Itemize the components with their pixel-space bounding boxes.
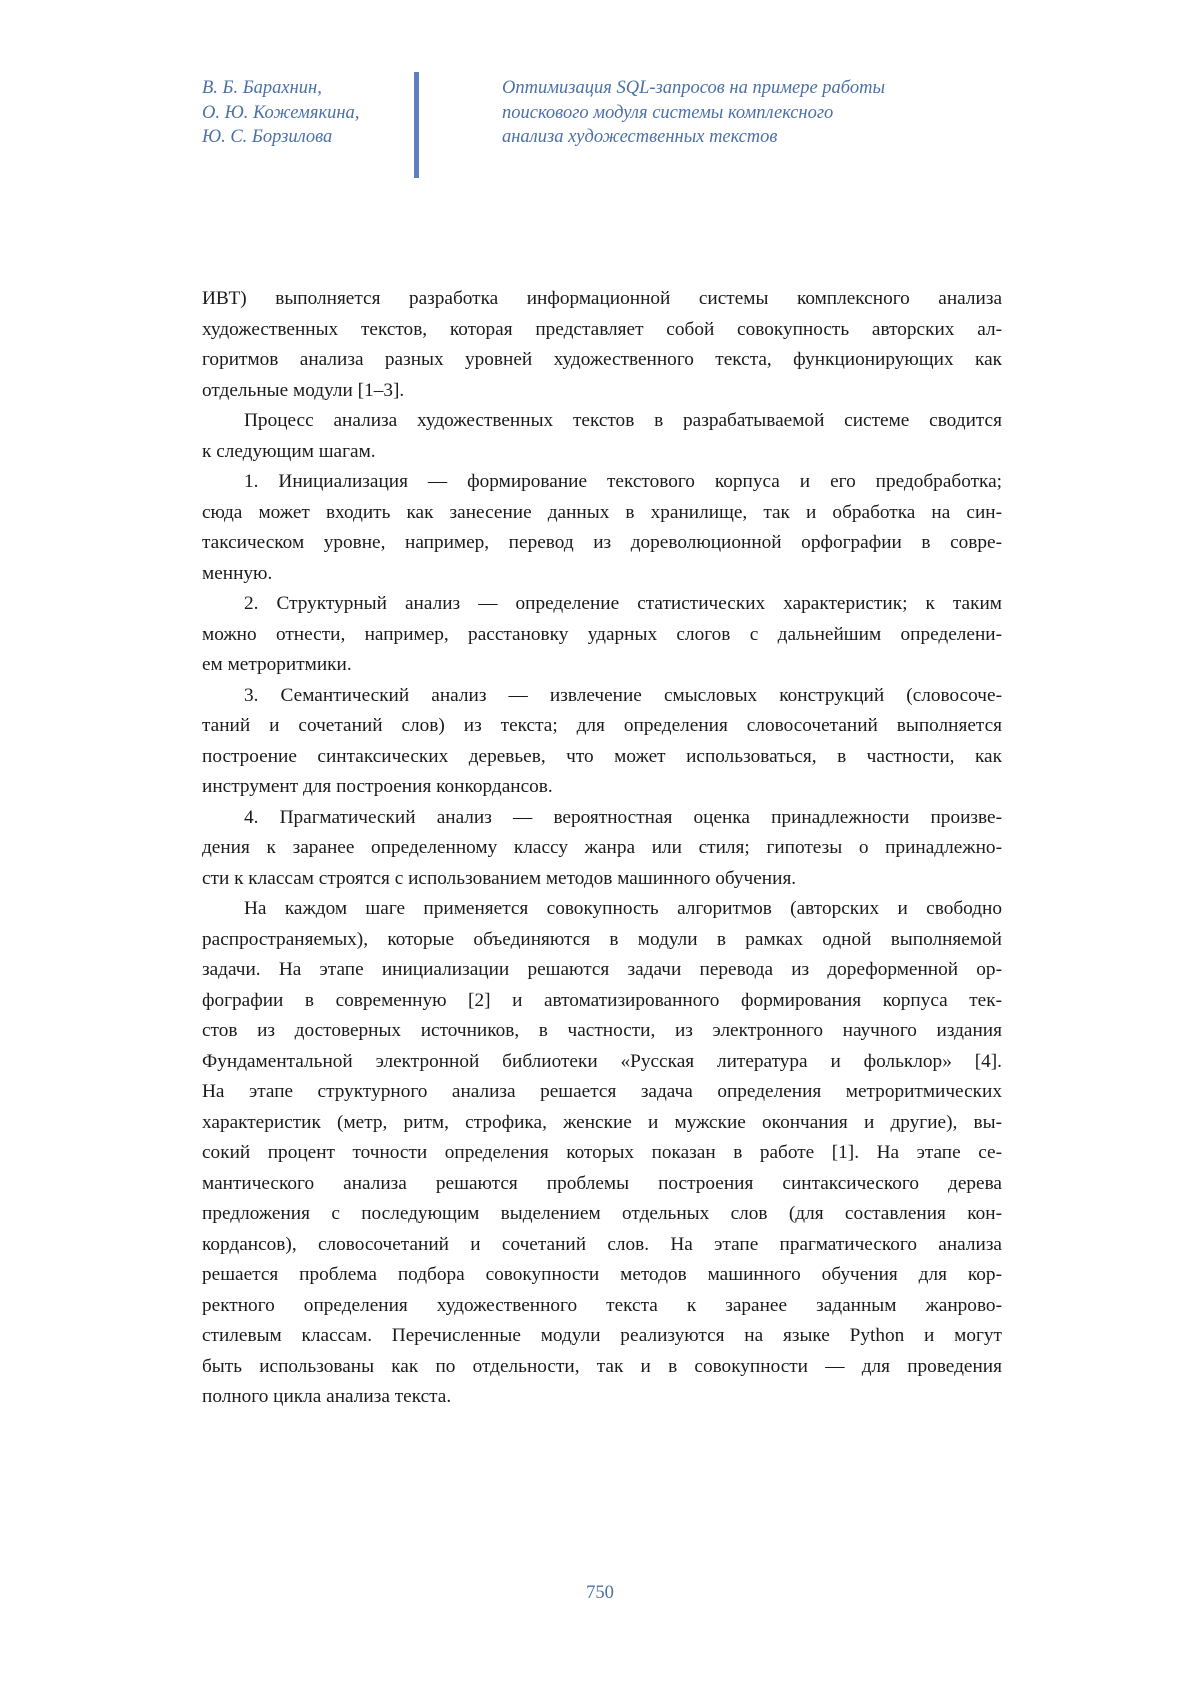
text-line: ректного определения художественного текста к заранее заданным жанрово- [202, 1294, 1002, 1316]
authors [202, 76, 402, 150]
running-header [202, 76, 1002, 180]
text-line: кордансов), словосочетаний и сочетаний слов. На этапе прагматического анализа [202, 1233, 1002, 1255]
text-line: горитмов анализа разных уровней художественного текста, функционирующих как [202, 349, 1002, 370]
text-line: ем метроритмики. [202, 654, 352, 675]
text-line: характеристик (метр, ритм, строфика, женские и мужские окончания и другие), вы- [202, 1111, 1002, 1133]
text-line: сти к классам строятся с использованием методов машинного обучения. [202, 867, 797, 889]
text-line: стилевым классам. Перечисленные модули реализуются на языке Python и могут [202, 1325, 1002, 1346]
article-title [502, 76, 982, 150]
text-line: таний и сочетаний слов) из текста; для определения словосочетаний выполняется [202, 715, 1002, 736]
title-line: анализа художественных текстов [502, 127, 778, 147]
text-line: отдельные модули [1–3]. [202, 379, 405, 401]
text-line: полного цикла анализа текста. [202, 1386, 452, 1407]
text-line: решается проблема подбора совокупности методов машинного обучения для кор- [202, 1264, 1002, 1285]
text-line: сокий процент точности определения которых показан в работе [1]. На этапе се- [202, 1142, 1002, 1163]
text-line: 1. Инициализация — формирование текстового корпуса и его предобработка; [244, 471, 1002, 492]
text-line: таксическом уровне, например, перевод из дореволюционной орфографии в совре- [202, 532, 1002, 553]
author-line: В. Б. Барахнин, [202, 78, 322, 98]
text-line: На этапе структурного анализа решается задача определения метроритмических [202, 1081, 1002, 1102]
text-line: Фундаментальной электронной библиотеки «Русская литература и фольклор» [4]. [202, 1050, 1002, 1072]
text-line: 3. Семантический анализ — извлечение смысловых конструкций (словосоче- [244, 684, 1002, 706]
author-line: О. Ю. Кожемякина, [202, 102, 360, 123]
text-line: построение синтаксических деревьев, что может использоваться, в частности, как [202, 745, 1002, 767]
text-line: фографии в современную [2] и автоматизированного формирования корпуса тек- [202, 989, 1002, 1011]
text-line: быть использованы как по отдельности, так и в совокупности — для проведения [202, 1355, 1002, 1377]
text-line: задачи. На этапе инициализации решаются задачи перевода из дореформенной ор- [202, 959, 1002, 980]
text-line: художественных текстов, которая представляет собой совокупность авторских ал- [202, 318, 1002, 340]
text-line: инструмент для построения конкордансов. [202, 776, 553, 797]
title-line: поискового модуля системы комплексного [502, 102, 834, 123]
body-text [202, 284, 1002, 1413]
page-number: 750 [586, 1583, 614, 1603]
text-line: сюда может входить как занесение данных в хранилище, так и обработка на син- [202, 501, 1002, 523]
text-line: На каждом шаге применяется совокупность алгоритмов (авторских и свободно [244, 898, 1002, 919]
text-line: распространяемых), которые объединяются в модули в рамках одной выполняемой [202, 928, 1002, 950]
text-line: предложения с последующим выделением отдельных слов (для составления кон- [202, 1203, 1002, 1224]
text-line: ИВТ) выполняется разработка информационной системы комплексного анализа [202, 288, 1002, 309]
text-line: 4. Прагматический анализ — вероятностная оценка принадлежности произве- [244, 806, 1002, 828]
text-line: 2. Структурный анализ — определение статистических характеристик; к таким [244, 593, 1002, 614]
text-line: мантического анализа решаются проблемы построения синтаксического дерева [202, 1172, 1002, 1194]
text-line: менную. [202, 562, 273, 584]
text-line: дения к заранее определенному классу жанра или стиля; гипотезы о принадлежно- [202, 837, 1002, 858]
header-divider [414, 72, 419, 178]
text-line: к следующим шагам. [202, 440, 376, 462]
text-line: Процесс анализа художественных текстов в разрабатываемой системе сводится [244, 410, 1002, 431]
text-line: стов из достоверных источников, в частности, из электронного научного издания [202, 1020, 1002, 1041]
text-line: можно отнести, например, расстановку ударных слогов с дальнейшим определени- [202, 623, 1002, 645]
author-line: Ю. С. Борзилова [202, 127, 333, 147]
title-line: Оптимизация SQL-запросов на примере работы [502, 78, 886, 98]
